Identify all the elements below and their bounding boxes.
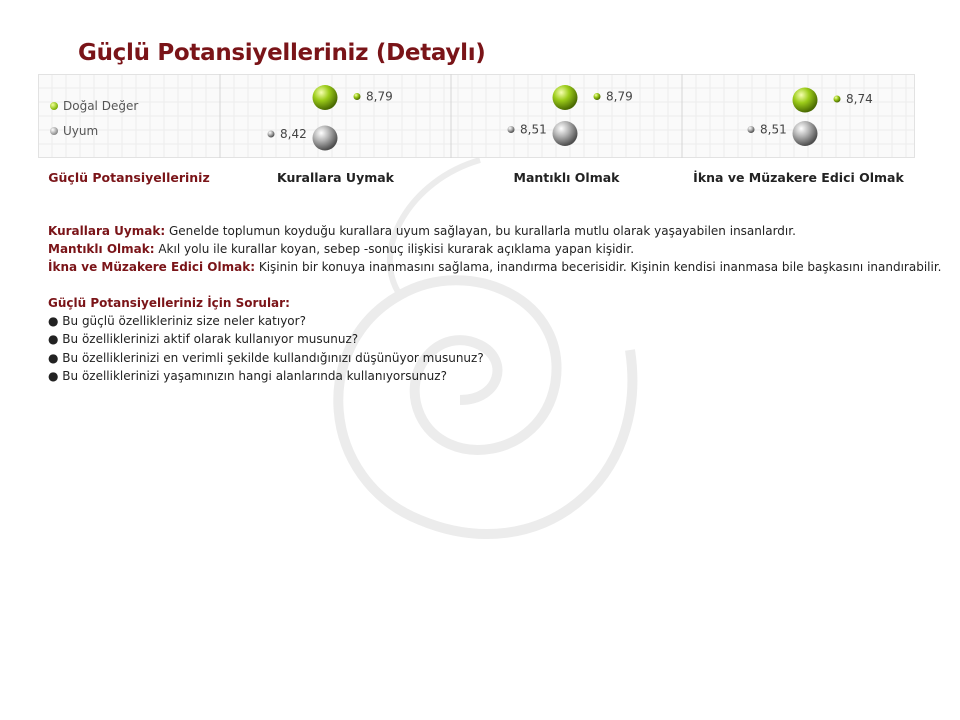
natural-ball [313,85,338,110]
page-title: Güçlü Potansiyelleriniz (Detaylı) [78,40,486,66]
legend-item-fit [50,118,138,143]
natural-marker [594,93,601,100]
question-item: ● Bu güçlü özellikleriniz size neler katıyor? [48,314,306,329]
natural-value-label: 8,79 [606,89,633,104]
question-item: ● Bu özelliklerinizi yaşamınızın hangi alanlarında kullanıyorsunuz? [48,368,447,383]
category-label-3: İkna ve Müzakere Edici Olmak [693,170,904,185]
natural-ball [793,88,818,113]
question-item: ● Bu özelliklerinizi en verimli şekilde kullandığınızı düşünüyor musunuz? [48,350,484,365]
category-label-0: Güçlü Potansiyelleriniz [48,170,210,185]
description-2 [48,258,941,276]
fit-marker [268,131,275,138]
category-label-2: Mantıklı Olmak [513,170,620,185]
chart-legend [50,93,138,143]
description-key: İkna ve Müzakere Edici Olmak: [48,260,255,275]
descriptions [48,222,941,277]
chart-area [38,74,915,158]
fit-ball [793,121,818,146]
description-text: Kişinin bir konuya inanmasını sağlama, inandırma becerisidir. Kişinin kendisi inanmasa bile başkasını inandırabilir. [258,260,942,275]
grid-lines [39,74,915,158]
category-labels [38,170,915,190]
legend-fit-label: Uyum [63,123,99,138]
legend-fit-marker [50,127,58,135]
question-item: ● Bu özelliklerinizi aktif olarak kullanıyor musunuz? [48,332,359,347]
fit-marker [748,126,755,133]
natural-marker [834,96,841,103]
description-key: Kurallara Uymak: [48,224,166,238]
fit-marker [508,126,515,133]
description-0 [48,222,941,240]
natural-marker [354,93,361,100]
fit-value-label: 8,42 [280,127,307,141]
questions-section [48,294,484,385]
legend-natural-marker [50,102,58,110]
description-text: Genelde toplumun koyduğu kurallara uyum sağlayan, bu kurallarla mutlu olarak yaşayabilen insanlardır. [168,224,796,238]
category-label-1: Kurallara Uymak [277,170,394,185]
questions-heading: Güçlü Potansiyelleriniz İçin Sorular: [48,296,290,310]
description-key: Mantıklı Olmak: [48,242,155,257]
legend-natural-label: Doğal Değer [63,98,139,113]
fit-value-label: 8,51 [760,122,787,137]
description-1 [48,240,941,258]
natural-ball [553,85,578,110]
fit-value-label: 8,51 [520,122,547,137]
fit-ball [313,126,338,151]
natural-value-label: 8,74 [846,92,873,106]
description-text: Akıl yolu ile kurallar koyan, sebep -sonuç ilişkisi kurarak açıklama yapan kişidir. [158,242,635,257]
fit-ball [553,121,578,146]
chart-svg [38,74,915,158]
legend-item-natural [50,93,138,118]
natural-value-label: 8,79 [366,89,393,104]
